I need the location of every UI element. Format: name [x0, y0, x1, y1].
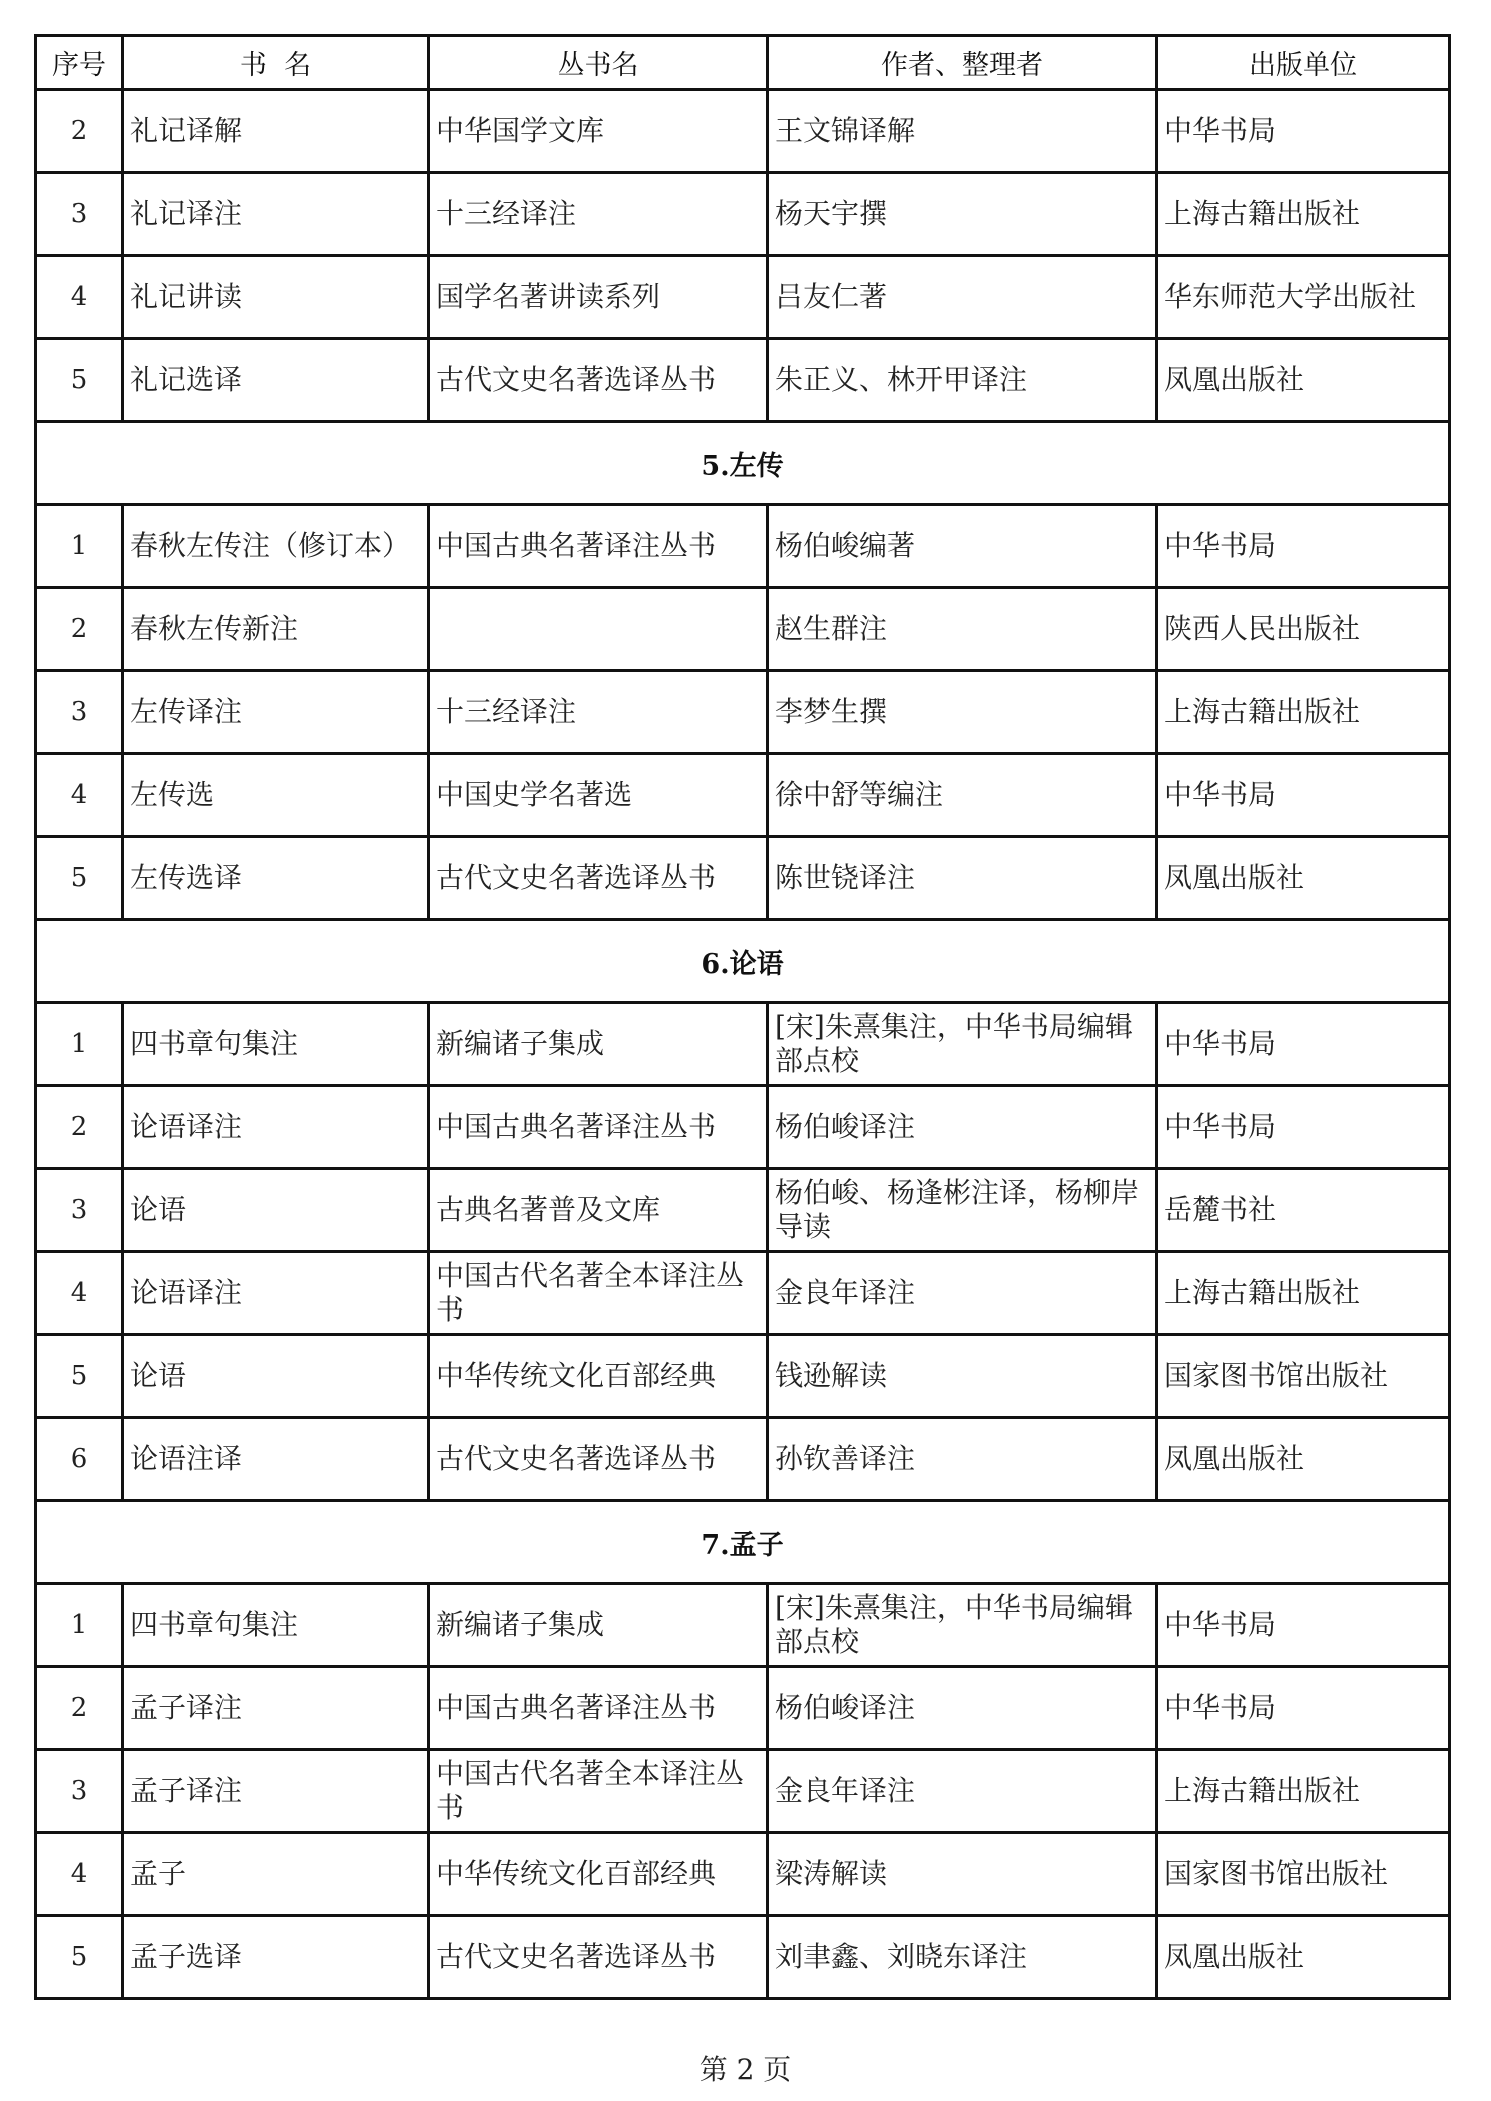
cell-publisher: 华东师范大学出版社: [1157, 256, 1450, 339]
cell-publisher: 国家图书馆出版社: [1157, 1833, 1450, 1916]
cell-author-editor: 杨天宇撰: [768, 173, 1157, 256]
table-row: [36, 505, 1450, 588]
table-row: [36, 90, 1450, 173]
cell-serial-number: 1: [36, 505, 123, 588]
cell-series-name: 新编诸子集成: [429, 1003, 768, 1086]
cell-series-name: 中国史学名著选: [429, 754, 768, 837]
table-row: [36, 173, 1450, 256]
cell-author-editor: 李梦生撰: [768, 671, 1157, 754]
page-number: 第 2 页: [699, 2053, 792, 2086]
cell-series-name: 中国古典名著译注丛书: [429, 505, 768, 588]
cell-series-name: 古代文史名著选译丛书: [429, 339, 768, 422]
section-heading-row: [36, 1501, 1450, 1584]
table-row: [36, 1584, 1450, 1667]
cell-publisher: 上海古籍出版社: [1157, 1252, 1450, 1335]
cell-author-editor: 陈世铙译注: [768, 837, 1157, 920]
cell-serial-number: 3: [36, 173, 123, 256]
cell-serial-number: 4: [36, 256, 123, 339]
table-row: [36, 1335, 1450, 1418]
cell-publisher: 中华书局: [1157, 1584, 1450, 1667]
cell-author-editor: [宋]朱熹集注，中华书局编辑部点校: [768, 1003, 1157, 1086]
cell-publisher: 中华书局: [1157, 505, 1450, 588]
section-heading-mengzi: 7.孟子: [36, 1501, 1450, 1584]
table-row: [36, 1833, 1450, 1916]
cell-publisher: 中华书局: [1157, 90, 1450, 173]
cell-series-name: 中华传统文化百部经典: [429, 1335, 768, 1418]
section-heading-lunyu: 6.论语: [36, 920, 1450, 1003]
table-row: [36, 1169, 1450, 1252]
book-list-table: [34, 34, 1451, 2000]
table-row: [36, 1667, 1450, 1750]
cell-author-editor: 梁涛解读: [768, 1833, 1157, 1916]
cell-book-title: 论语: [123, 1335, 429, 1418]
table-row: [36, 837, 1450, 920]
cell-publisher: 凤凰出版社: [1157, 1418, 1450, 1501]
table-row: [36, 1252, 1450, 1335]
cell-publisher: 上海古籍出版社: [1157, 671, 1450, 754]
cell-series-name: 古代文史名著选译丛书: [429, 1418, 768, 1501]
section-heading-row: [36, 422, 1450, 505]
cell-book-title: 礼记译注: [123, 173, 429, 256]
cell-serial-number: 3: [36, 1750, 123, 1833]
table-row: [36, 588, 1450, 671]
cell-publisher: 凤凰出版社: [1157, 837, 1450, 920]
table-row: [36, 339, 1450, 422]
cell-author-editor: 杨伯峻译注: [768, 1667, 1157, 1750]
cell-series-name: 古代文史名著选译丛书: [429, 1916, 768, 1999]
cell-series-name: 中国古代名著全本译注丛书: [429, 1750, 768, 1833]
table-header-row: [36, 36, 1450, 90]
section-heading-zuozhuan: 5.左传: [36, 422, 1450, 505]
cell-publisher: 上海古籍出版社: [1157, 1750, 1450, 1833]
table-row: [36, 1086, 1450, 1169]
cell-serial-number: 1: [36, 1003, 123, 1086]
cell-serial-number: 4: [36, 754, 123, 837]
cell-author-editor: 徐中舒等编注: [768, 754, 1157, 837]
cell-book-title: 论语注译: [123, 1418, 429, 1501]
cell-book-title: 孟子: [123, 1833, 429, 1916]
table-row: [36, 256, 1450, 339]
cell-author-editor: 杨伯峻译注: [768, 1086, 1157, 1169]
table-row: [36, 1750, 1450, 1833]
cell-book-title: 礼记译解: [123, 90, 429, 173]
cell-publisher: 凤凰出版社: [1157, 339, 1450, 422]
cell-book-title: 孟子选译: [123, 1916, 429, 1999]
cell-serial-number: 2: [36, 1086, 123, 1169]
cell-serial-number: 5: [36, 339, 123, 422]
cell-serial-number: 6: [36, 1418, 123, 1501]
header-serial-number: 序号: [36, 36, 123, 90]
cell-publisher: 中华书局: [1157, 1086, 1450, 1169]
table-row: [36, 1003, 1450, 1086]
cell-series-name: 新编诸子集成: [429, 1584, 768, 1667]
cell-book-title: 左传选: [123, 754, 429, 837]
cell-publisher: 中华书局: [1157, 754, 1450, 837]
table-body: [36, 90, 1450, 1999]
cell-series-name: [429, 588, 768, 671]
cell-book-title: 春秋左传注（修订本）: [123, 505, 429, 588]
header-series-name: 丛书名: [429, 36, 768, 90]
cell-publisher: 凤凰出版社: [1157, 1916, 1450, 1999]
table-row: [36, 671, 1450, 754]
cell-author-editor: 赵生群注: [768, 588, 1157, 671]
table-row: [36, 1418, 1450, 1501]
header-book-title: 书 名: [123, 36, 429, 90]
cell-serial-number: 1: [36, 1584, 123, 1667]
cell-series-name: 古代文史名著选译丛书: [429, 837, 768, 920]
cell-serial-number: 5: [36, 1335, 123, 1418]
cell-author-editor: 刘聿鑫、刘晓东译注: [768, 1916, 1157, 1999]
cell-author-editor: 金良年译注: [768, 1252, 1157, 1335]
cell-serial-number: 5: [36, 1916, 123, 1999]
cell-author-editor: 吕友仁著: [768, 256, 1157, 339]
cell-series-name: 中国古典名著译注丛书: [429, 1086, 768, 1169]
cell-author-editor: [宋]朱熹集注，中华书局编辑部点校: [768, 1584, 1157, 1667]
header-author-editor: 作者、整理者: [768, 36, 1157, 90]
cell-publisher: 陕西人民出版社: [1157, 588, 1450, 671]
cell-publisher: 中华书局: [1157, 1667, 1450, 1750]
cell-book-title: 四书章句集注: [123, 1584, 429, 1667]
cell-serial-number: 2: [36, 90, 123, 173]
table-row: [36, 754, 1450, 837]
cell-publisher: 上海古籍出版社: [1157, 173, 1450, 256]
table-row: [36, 1916, 1450, 1999]
cell-series-name: 中华国学文库: [429, 90, 768, 173]
cell-series-name: 国学名著讲读系列: [429, 256, 768, 339]
cell-book-title: 春秋左传新注: [123, 588, 429, 671]
cell-series-name: 中国古典名著译注丛书: [429, 1667, 768, 1750]
cell-book-title: 孟子译注: [123, 1667, 429, 1750]
cell-serial-number: 3: [36, 671, 123, 754]
cell-publisher: 岳麓书社: [1157, 1169, 1450, 1252]
cell-serial-number: 3: [36, 1169, 123, 1252]
cell-book-title: 礼记讲读: [123, 256, 429, 339]
cell-serial-number: 5: [36, 837, 123, 920]
cell-book-title: 左传译注: [123, 671, 429, 754]
cell-author-editor: 钱逊解读: [768, 1335, 1157, 1418]
cell-series-name: 十三经译注: [429, 671, 768, 754]
cell-series-name: 中华传统文化百部经典: [429, 1833, 768, 1916]
cell-author-editor: 朱正义、林开甲译注: [768, 339, 1157, 422]
cell-book-title: 论语译注: [123, 1086, 429, 1169]
cell-serial-number: 4: [36, 1833, 123, 1916]
cell-series-name: 十三经译注: [429, 173, 768, 256]
cell-author-editor: 杨伯峻、杨逢彬注译，杨柳岸导读: [768, 1169, 1157, 1252]
cell-author-editor: 孙钦善译注: [768, 1418, 1157, 1501]
header-publisher: 出版单位: [1157, 36, 1450, 90]
cell-book-title: 左传选译: [123, 837, 429, 920]
cell-book-title: 孟子译注: [123, 1750, 429, 1833]
cell-author-editor: 杨伯峻编著: [768, 505, 1157, 588]
cell-series-name: 古典名著普及文库: [429, 1169, 768, 1252]
cell-book-title: 礼记选译: [123, 339, 429, 422]
cell-publisher: 国家图书馆出版社: [1157, 1335, 1450, 1418]
cell-series-name: 中国古代名著全本译注丛书: [429, 1252, 768, 1335]
cell-serial-number: 2: [36, 1667, 123, 1750]
cell-author-editor: 金良年译注: [768, 1750, 1157, 1833]
cell-book-title: 论语: [123, 1169, 429, 1252]
cell-book-title: 论语译注: [123, 1252, 429, 1335]
cell-book-title: 四书章句集注: [123, 1003, 429, 1086]
section-heading-row: [36, 920, 1450, 1003]
cell-author-editor: 王文锦译解: [768, 90, 1157, 173]
cell-serial-number: 4: [36, 1252, 123, 1335]
cell-publisher: 中华书局: [1157, 1003, 1450, 1086]
cell-serial-number: 2: [36, 588, 123, 671]
